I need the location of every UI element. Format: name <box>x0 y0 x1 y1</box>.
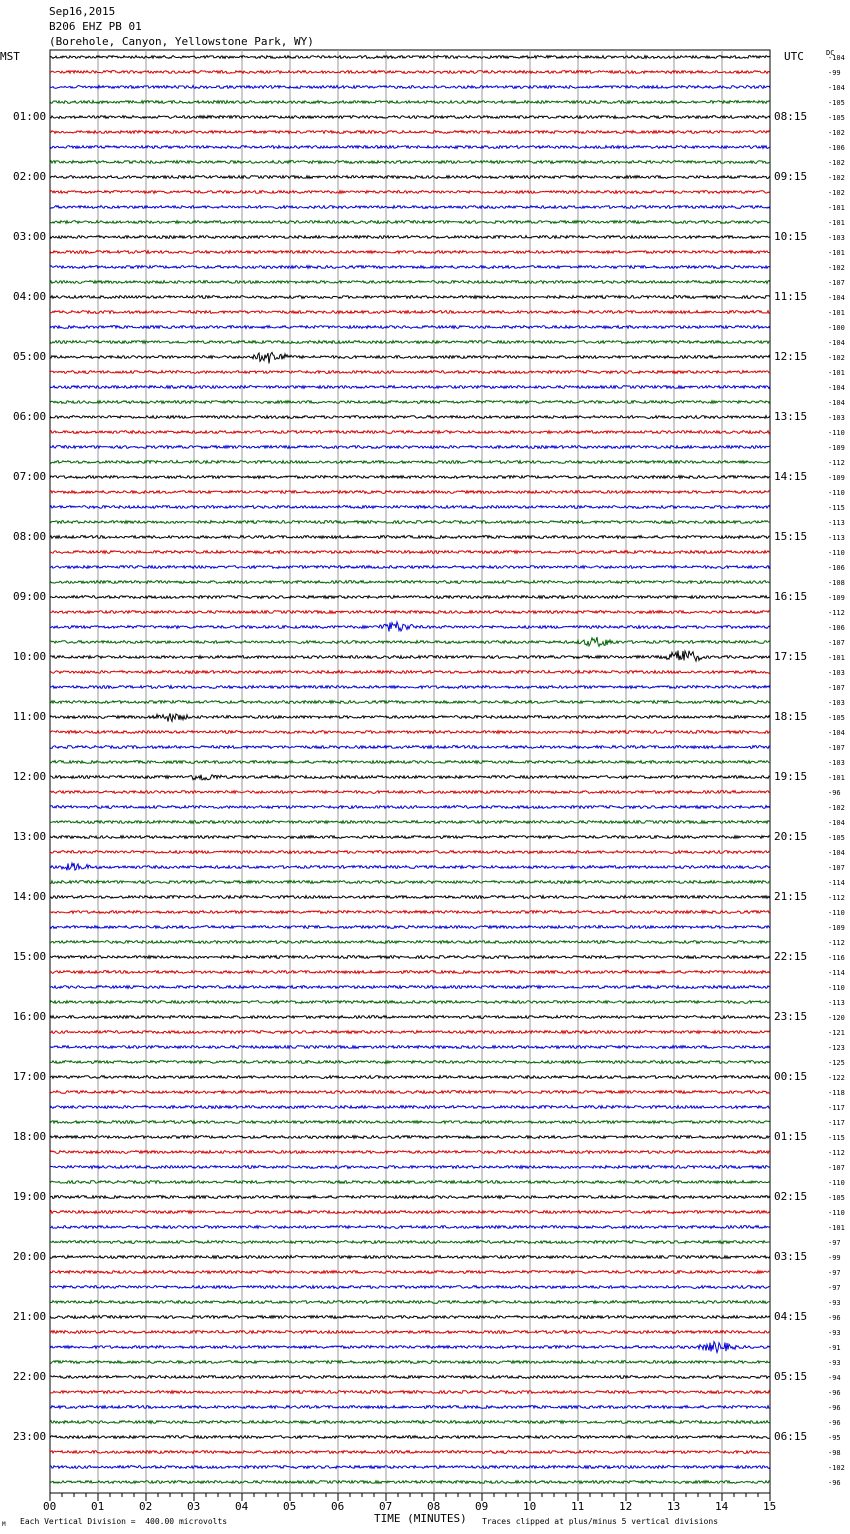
trace-line <box>50 1256 770 1259</box>
dc-offset-label: -117 <box>828 1104 845 1112</box>
corner-mark: M <box>2 1521 6 1528</box>
trace-line <box>50 461 770 464</box>
dc-offset-label: -101 <box>828 654 845 662</box>
x-tick-label: 06 <box>331 1500 345 1513</box>
trace-line <box>50 836 770 839</box>
dc-offset-label: -102 <box>828 1464 845 1472</box>
right-hour-label: 19:15 <box>774 770 808 783</box>
trace-line <box>50 806 770 809</box>
x-tick-label: 15 <box>763 1500 777 1513</box>
dc-offset-label: -107 <box>828 684 845 692</box>
trace-line <box>50 1316 770 1319</box>
trace-line <box>50 56 770 59</box>
trace-line <box>50 1286 770 1289</box>
trace-line <box>50 371 770 374</box>
left-hour-label: 21:00 <box>13 1310 47 1323</box>
dc-offset-label: -104 <box>828 819 845 827</box>
right-hour-label: 21:15 <box>774 890 808 903</box>
x-tick-label: 01 <box>91 1500 105 1513</box>
right-hour-label: 22:15 <box>774 950 808 963</box>
dc-offset-label: -113 <box>828 999 845 1007</box>
trace-line <box>50 86 770 89</box>
dc-offset-label: -93 <box>828 1329 841 1337</box>
left-hour-label: 17:00 <box>13 1070 47 1083</box>
trace-line <box>50 341 770 344</box>
trace-line <box>50 1466 770 1469</box>
trace-line <box>50 1301 770 1304</box>
dc-offset-label: -110 <box>828 909 845 917</box>
trace-line <box>50 581 770 584</box>
trace-line <box>50 1241 770 1244</box>
right-hour-label: 09:15 <box>774 170 808 183</box>
dc-offset-label: -122 <box>828 1074 845 1082</box>
trace-line <box>50 956 770 959</box>
right-hour-label: 11:15 <box>774 290 808 303</box>
dc-offset-label: -104 <box>828 399 845 407</box>
x-tick-label: 03 <box>187 1500 201 1513</box>
trace-line <box>50 1106 770 1109</box>
trace-line <box>50 1342 770 1353</box>
dc-offset-label: -110 <box>828 1209 845 1217</box>
x-tick-label: 07 <box>379 1500 393 1513</box>
trace-line <box>50 713 770 721</box>
trace-line <box>50 491 770 494</box>
left-hour-label: 22:00 <box>13 1370 47 1383</box>
trace-line <box>50 1436 770 1439</box>
dc-offset-label: -102 <box>828 159 845 167</box>
dc-offset-label: -101 <box>828 249 845 257</box>
trace-line <box>50 446 770 449</box>
dc-offset-label: -112 <box>828 609 845 617</box>
dc-offset-label: -101 <box>828 1224 845 1232</box>
dc-offset-label: -116 <box>828 954 845 962</box>
dc-offset-label: -97 <box>828 1239 841 1247</box>
trace-line <box>50 116 770 119</box>
dc-offset-label: -105 <box>828 714 845 722</box>
x-tick-label: 09 <box>475 1500 489 1513</box>
trace-line <box>50 401 770 404</box>
dc-offset-label: -105 <box>828 1194 845 1202</box>
left-hour-label: 19:00 <box>13 1190 47 1203</box>
trace-line <box>50 476 770 479</box>
dc-offset-label: -101 <box>828 204 845 212</box>
left-hour-label: 07:00 <box>13 470 47 483</box>
left-hour-label: 16:00 <box>13 1010 47 1023</box>
trace-line <box>50 206 770 209</box>
header-date: Sep16,2015 <box>49 5 116 18</box>
left-hour-label: 13:00 <box>13 830 47 843</box>
trace-line <box>50 352 770 363</box>
x-tick-label: 00 <box>43 1500 57 1513</box>
left-hour-label: 02:00 <box>13 170 47 183</box>
trace-line <box>50 686 770 689</box>
trace-line <box>50 701 770 704</box>
right-hour-label: 20:15 <box>774 830 808 843</box>
dc-offset-label: -104 <box>828 54 845 62</box>
trace-line <box>50 761 770 764</box>
trace-line <box>50 775 770 780</box>
left-hour-label: 05:00 <box>13 350 47 363</box>
trace-line <box>50 386 770 389</box>
dc-offset-label: -101 <box>828 774 845 782</box>
dc-offset-label: -102 <box>828 354 845 362</box>
left-hour-label: 20:00 <box>13 1250 47 1263</box>
dc-offset-label: -103 <box>828 414 845 422</box>
dc-offset-label: -112 <box>828 894 845 902</box>
trace-line <box>50 71 770 74</box>
right-hour-label: 10:15 <box>774 230 808 243</box>
dc-offset-label: -95 <box>828 1434 841 1442</box>
trace-line <box>50 1001 770 1004</box>
trace-line <box>50 851 770 854</box>
right-hour-label: 14:15 <box>774 470 808 483</box>
trace-line <box>50 176 770 179</box>
trace-line <box>50 611 770 614</box>
trace-line <box>50 311 770 314</box>
dc-offset-label: -113 <box>828 534 845 542</box>
dc-offset-label: -120 <box>828 1014 845 1022</box>
dc-offset-label: -125 <box>828 1059 845 1067</box>
dc-offset-label: -96 <box>828 789 841 797</box>
dc-offset-label: -109 <box>828 444 845 452</box>
dc-offset-label: -107 <box>828 864 845 872</box>
trace-line <box>50 146 770 149</box>
dc-offset-label: -110 <box>828 429 845 437</box>
dc-offset-label: -102 <box>828 264 845 272</box>
trace-line <box>50 1271 770 1274</box>
dc-offset-label: -100 <box>828 324 845 332</box>
trace-line <box>50 521 770 524</box>
right-timezone-label: UTC <box>784 50 804 63</box>
right-hour-label: 02:15 <box>774 1190 808 1203</box>
trace-line <box>50 863 770 870</box>
dc-offset-label: -96 <box>828 1419 841 1427</box>
dc-offset-label: -96 <box>828 1314 841 1322</box>
trace-line <box>50 926 770 929</box>
trace-line <box>50 191 770 194</box>
left-hour-label: 03:00 <box>13 230 47 243</box>
dc-offset-label: -97 <box>828 1269 841 1277</box>
trace-line <box>50 881 770 884</box>
trace-line <box>50 1046 770 1049</box>
dc-offset-label: -93 <box>828 1359 841 1367</box>
trace-line <box>50 536 770 539</box>
dc-offset-label: -94 <box>828 1374 841 1382</box>
dc-offset-label: -105 <box>828 114 845 122</box>
vertical-division-note: Each Vertical Division = 400.00 microvolts <box>20 1517 228 1526</box>
trace-line <box>50 1421 770 1424</box>
trace-line <box>50 791 770 794</box>
dc-offset-label: -97 <box>828 1284 841 1292</box>
left-hour-label: 01:00 <box>13 110 47 123</box>
dc-offset-label: -91 <box>828 1344 841 1352</box>
trace-line <box>50 911 770 914</box>
dc-offset-label: -117 <box>828 1119 845 1127</box>
dc-offset-label: -107 <box>828 1164 845 1172</box>
right-hour-label: 03:15 <box>774 1250 808 1263</box>
dc-offset-label: -114 <box>828 969 845 977</box>
dc-offset-label: -104 <box>828 849 845 857</box>
right-hour-label: 16:15 <box>774 590 808 603</box>
dc-offset-label: -101 <box>828 219 845 227</box>
left-hour-label: 06:00 <box>13 410 47 423</box>
trace-line <box>50 746 770 749</box>
left-hour-label: 15:00 <box>13 950 47 963</box>
trace-line <box>50 1481 770 1484</box>
trace-line <box>50 1451 770 1454</box>
x-tick-label: 04 <box>235 1500 249 1513</box>
dc-offset-label: -104 <box>828 294 845 302</box>
trace-line <box>50 326 770 329</box>
trace-line <box>50 1166 770 1169</box>
clip-note: Traces clipped at plus/minus 5 vertical divisions <box>482 1517 719 1526</box>
dc-offset-label: -114 <box>828 879 845 887</box>
trace-line <box>50 671 770 674</box>
dc-offset-label: -106 <box>828 624 845 632</box>
left-hour-label: 04:00 <box>13 290 47 303</box>
dc-offset-label: -106 <box>828 144 845 152</box>
dc-offset-label: -109 <box>828 594 845 602</box>
x-tick-label: 11 <box>571 1500 585 1513</box>
right-hour-label: 01:15 <box>774 1130 808 1143</box>
dc-offset-label: -112 <box>828 459 845 467</box>
left-hour-label: 08:00 <box>13 530 47 543</box>
right-hour-label: 13:15 <box>774 410 808 423</box>
dc-offset-label: -115 <box>828 1134 845 1142</box>
trace-line <box>50 1031 770 1034</box>
dc-offset-label: -103 <box>828 234 845 242</box>
trace-line <box>50 1181 770 1184</box>
left-hour-label: 10:00 <box>13 650 47 663</box>
dc-offset-label: -109 <box>828 924 845 932</box>
right-hour-label: 12:15 <box>774 350 808 363</box>
trace-line <box>50 236 770 239</box>
trace-line <box>50 1211 770 1214</box>
dc-offset-label: -98 <box>828 1449 841 1457</box>
dc-offset-label: -123 <box>828 1044 845 1052</box>
trace-line <box>50 281 770 284</box>
right-hour-label: 15:15 <box>774 530 808 543</box>
x-tick-label: 05 <box>283 1500 297 1513</box>
dc-offset-label: -112 <box>828 1149 845 1157</box>
dc-offset-label: -109 <box>828 474 845 482</box>
header-location: (Borehole, Canyon, Yellowstone Park, WY) <box>49 35 314 48</box>
dc-offset-label: -118 <box>828 1089 845 1097</box>
left-hour-label: 12:00 <box>13 770 47 783</box>
dc-offset-label: -93 <box>828 1299 841 1307</box>
x-tick-label: 08 <box>427 1500 441 1513</box>
dc-offset-label: -104 <box>828 339 845 347</box>
left-timezone-label: MST <box>0 50 20 63</box>
trace-line <box>50 1121 770 1124</box>
dc-offset-label: -104 <box>828 384 845 392</box>
dc-offset-label: -105 <box>828 834 845 842</box>
dc-offset-label: -102 <box>828 189 845 197</box>
trace-line <box>50 896 770 899</box>
trace-line <box>50 637 770 646</box>
left-hour-label: 14:00 <box>13 890 47 903</box>
trace-line <box>50 1016 770 1019</box>
trace-line <box>50 551 770 554</box>
dc-offset-label: -107 <box>828 639 845 647</box>
trace-line <box>50 1331 770 1334</box>
trace-line <box>50 296 770 299</box>
dc-offset-label: -103 <box>828 699 845 707</box>
dc-offset-label: -105 <box>828 99 845 107</box>
left-hour-label: 11:00 <box>13 710 47 723</box>
x-tick-label: 14 <box>715 1500 729 1513</box>
dc-offset-label: -110 <box>828 984 845 992</box>
x-tick-label: 12 <box>619 1500 633 1513</box>
dc-offset-label: -113 <box>828 519 845 527</box>
dc-offset-label: -102 <box>828 804 845 812</box>
dc-offset-label: -103 <box>828 759 845 767</box>
trace-line <box>50 131 770 134</box>
x-tick-label: 02 <box>139 1500 153 1513</box>
trace-line <box>50 101 770 104</box>
trace-line <box>50 416 770 419</box>
left-hour-label: 09:00 <box>13 590 47 603</box>
x-tick-label: 10 <box>523 1500 537 1513</box>
left-hour-label: 18:00 <box>13 1130 47 1143</box>
trace-line <box>50 731 770 734</box>
dc-offset-label: -99 <box>828 69 841 77</box>
right-hour-label: 00:15 <box>774 1070 808 1083</box>
dc-offset-label: -121 <box>828 1029 845 1037</box>
trace-line <box>50 1391 770 1394</box>
trace-line <box>50 1151 770 1154</box>
trace-line <box>50 1226 770 1229</box>
trace-line <box>50 941 770 944</box>
trace-line <box>50 971 770 974</box>
dc-offset-label: -104 <box>828 729 845 737</box>
dc-offset-label: -99 <box>828 1254 841 1262</box>
right-hour-label: 18:15 <box>774 710 808 723</box>
header-station: B206 EHZ PB 01 <box>49 20 142 33</box>
trace-line <box>50 1061 770 1064</box>
trace-line <box>50 161 770 164</box>
dc-offset-label: -104 <box>828 84 845 92</box>
trace-line <box>50 1091 770 1094</box>
trace-line <box>50 1196 770 1199</box>
dc-offset-label: -103 <box>828 669 845 677</box>
trace-line <box>50 622 770 632</box>
trace-line <box>50 986 770 989</box>
left-hour-label: 23:00 <box>13 1430 47 1443</box>
right-hour-label: 17:15 <box>774 650 808 663</box>
dc-offset-label: -110 <box>828 489 845 497</box>
trace-line <box>50 596 770 599</box>
trace-line <box>50 266 770 269</box>
dc-offset-label: -110 <box>828 1179 845 1187</box>
trace-line <box>50 251 770 254</box>
trace-line <box>50 1076 770 1079</box>
dc-offset-label: -96 <box>828 1389 841 1397</box>
dc-offset-label: -112 <box>828 939 845 947</box>
dc-offset-label: -101 <box>828 309 845 317</box>
right-hour-label: 23:15 <box>774 1010 808 1023</box>
trace-line <box>50 651 770 661</box>
dc-offset-label: -102 <box>828 174 845 182</box>
x-tick-label: 13 <box>667 1500 681 1513</box>
right-hour-label: 08:15 <box>774 110 808 123</box>
trace-line <box>50 431 770 434</box>
dc-header-label: DC <box>826 49 835 57</box>
dc-offset-label: -110 <box>828 549 845 557</box>
dc-offset-label: -106 <box>828 564 845 572</box>
trace-line <box>50 1136 770 1139</box>
trace-line <box>50 1406 770 1409</box>
trace-line <box>50 566 770 569</box>
trace-line <box>50 221 770 224</box>
trace-line <box>50 1361 770 1364</box>
dc-offset-label: -96 <box>828 1479 841 1487</box>
trace-line <box>50 1376 770 1379</box>
dc-offset-label: -96 <box>828 1404 841 1412</box>
right-hour-label: 05:15 <box>774 1370 808 1383</box>
dc-offset-label: -115 <box>828 504 845 512</box>
x-axis-title: TIME (MINUTES) <box>374 1512 467 1525</box>
dc-offset-label: -101 <box>828 369 845 377</box>
dc-offset-label: -107 <box>828 279 845 287</box>
trace-line <box>50 506 770 509</box>
trace-line <box>50 821 770 824</box>
dc-offset-label: -107 <box>828 744 845 752</box>
right-hour-label: 04:15 <box>774 1310 808 1323</box>
right-hour-label: 06:15 <box>774 1430 808 1443</box>
dc-offset-label: -108 <box>828 579 845 587</box>
dc-offset-label: -102 <box>828 129 845 137</box>
